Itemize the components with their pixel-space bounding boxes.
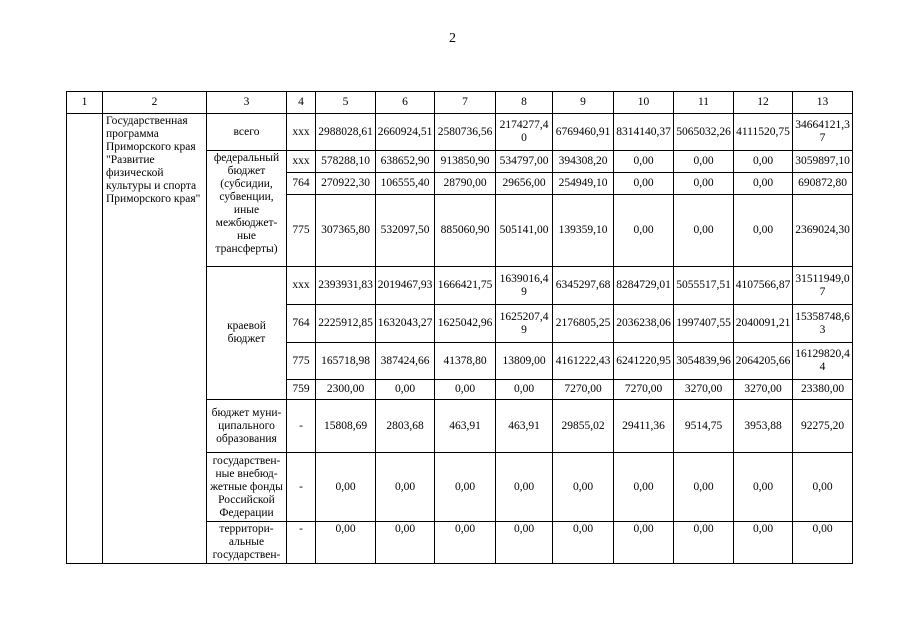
code-cell: xxx <box>287 114 316 151</box>
table-row <box>67 114 853 151</box>
value-cell: 3054839,96 <box>674 343 734 380</box>
value-cell: 23380,00 <box>793 380 853 400</box>
value-cell: 0,00 <box>435 453 496 522</box>
column-header: 3 <box>207 92 287 114</box>
value-cell: 0,00 <box>614 195 674 267</box>
value-cell: 0,00 <box>674 522 734 564</box>
value-cell: 885060,90 <box>435 195 496 267</box>
code-cell: 764 <box>287 173 316 195</box>
value-cell: 0,00 <box>553 522 614 564</box>
code-cell: xxx <box>287 151 316 173</box>
value-cell: 6345297,68 <box>553 267 614 305</box>
value-cell: 0,00 <box>316 522 376 564</box>
value-cell: 578288,10 <box>316 151 376 173</box>
value-cell: 254949,10 <box>553 173 614 195</box>
value-cell: 2176805,25 <box>553 305 614 343</box>
table-row <box>67 92 853 114</box>
value-cell: 0,00 <box>674 453 734 522</box>
value-cell: 690872,80 <box>793 173 853 195</box>
value-cell: 0,00 <box>674 173 734 195</box>
code-cell: 775 <box>287 343 316 380</box>
value-cell: 2660924,51 <box>376 114 435 151</box>
code-cell: - <box>287 453 316 522</box>
value-cell: 0,00 <box>614 522 674 564</box>
page-number: 2 <box>449 31 456 46</box>
value-cell: 28790,00 <box>435 173 496 195</box>
value-cell: 2225912,85 <box>316 305 376 343</box>
value-cell: 0,00 <box>614 173 674 195</box>
code-cell: 764 <box>287 305 316 343</box>
value-cell: 2019467,93 <box>376 267 435 305</box>
value-cell: 0,00 <box>435 380 496 400</box>
value-cell: 15808,69 <box>316 400 376 453</box>
value-cell: 41378,80 <box>435 343 496 380</box>
value-cell: 387424,66 <box>376 343 435 380</box>
code-cell: 775 <box>287 195 316 267</box>
value-cell: 2580736,56 <box>435 114 496 151</box>
value-cell: 2369024,30 <box>793 195 853 267</box>
value-cell: 270922,30 <box>316 173 376 195</box>
value-cell: 9514,75 <box>674 400 734 453</box>
value-cell: 1625207,49 <box>496 305 553 343</box>
value-cell: 4107566,87 <box>734 267 793 305</box>
code-cell: - <box>287 400 316 453</box>
value-cell: 0,00 <box>734 195 793 267</box>
value-cell: 92275,20 <box>793 400 853 453</box>
value-cell: 0,00 <box>614 453 674 522</box>
value-cell: 2036238,06 <box>614 305 674 343</box>
value-cell: 2174277,40 <box>496 114 553 151</box>
code-cell: - <box>287 522 316 564</box>
value-cell: 1666421,75 <box>435 267 496 305</box>
value-cell: 15358748,63 <box>793 305 853 343</box>
value-cell: 1625042,96 <box>435 305 496 343</box>
category-label: всего <box>207 114 287 151</box>
value-cell: 0,00 <box>376 453 435 522</box>
value-cell: 139359,10 <box>553 195 614 267</box>
value-cell: 0,00 <box>793 453 853 522</box>
program-name-cell: Государственная программа Приморского края "Развитие физической культуры и спорта Приморского края" <box>103 114 207 564</box>
category-label: краевой бюджет <box>207 267 287 400</box>
value-cell: 463,91 <box>435 400 496 453</box>
column-header: 1 <box>67 92 103 114</box>
value-cell: 29411,36 <box>614 400 674 453</box>
value-cell: 106555,40 <box>376 173 435 195</box>
value-cell: 1997407,55 <box>674 305 734 343</box>
value-cell: 0,00 <box>734 453 793 522</box>
value-cell: 0,00 <box>614 151 674 173</box>
category-label: государствен-ные внебюд-жетные фонды Российской Федерации <box>207 453 287 522</box>
value-cell: 0,00 <box>316 453 376 522</box>
value-cell: 16129820,44 <box>793 343 853 380</box>
value-cell: 3270,00 <box>734 380 793 400</box>
column-header: 2 <box>103 92 207 114</box>
budget-table <box>66 91 853 564</box>
value-cell: 165718,98 <box>316 343 376 380</box>
value-cell: 5065032,26 <box>674 114 734 151</box>
column-header: 4 <box>287 92 316 114</box>
category-label: территори-альные государствен- <box>207 522 287 564</box>
row-number-cell <box>67 114 103 564</box>
value-cell: 4161222,43 <box>553 343 614 380</box>
value-cell: 7270,00 <box>553 380 614 400</box>
column-header: 8 <box>496 92 553 114</box>
value-cell: 7270,00 <box>614 380 674 400</box>
value-cell: 0,00 <box>553 453 614 522</box>
value-cell: 13809,00 <box>496 343 553 380</box>
value-cell: 29855,02 <box>553 400 614 453</box>
value-cell: 3270,00 <box>674 380 734 400</box>
value-cell: 4111520,75 <box>734 114 793 151</box>
value-cell: 2803,68 <box>376 400 435 453</box>
value-cell: 0,00 <box>376 522 435 564</box>
value-cell: 394308,20 <box>553 151 614 173</box>
value-cell: 532097,50 <box>376 195 435 267</box>
category-label: бюджет муни-ципального образования <box>207 400 287 453</box>
value-cell: 0,00 <box>734 151 793 173</box>
column-header: 12 <box>734 92 793 114</box>
column-header: 13 <box>793 92 853 114</box>
code-cell: 759 <box>287 380 316 400</box>
value-cell: 8314140,37 <box>614 114 674 151</box>
value-cell: 0,00 <box>734 173 793 195</box>
value-cell: 0,00 <box>435 522 496 564</box>
value-cell: 505141,00 <box>496 195 553 267</box>
value-cell: 534797,00 <box>496 151 553 173</box>
value-cell: 2393931,83 <box>316 267 376 305</box>
value-cell: 0,00 <box>376 380 435 400</box>
value-cell: 1632043,27 <box>376 305 435 343</box>
column-header: 11 <box>674 92 734 114</box>
value-cell: 0,00 <box>496 380 553 400</box>
column-header: 5 <box>316 92 376 114</box>
column-header: 9 <box>553 92 614 114</box>
value-cell: 2300,00 <box>316 380 376 400</box>
category-label: федеральный бюджет (субсидии, субвенции, иные межбюджет-ные трансферты) <box>207 151 287 267</box>
value-cell: 463,91 <box>496 400 553 453</box>
value-cell: 34664121,37 <box>793 114 853 151</box>
column-header: 6 <box>376 92 435 114</box>
value-cell: 5055517,51 <box>674 267 734 305</box>
value-cell: 29656,00 <box>496 173 553 195</box>
column-header: 7 <box>435 92 496 114</box>
value-cell: 2064205,66 <box>734 343 793 380</box>
value-cell: 6241220,95 <box>614 343 674 380</box>
table-body <box>67 92 853 564</box>
value-cell: 638652,90 <box>376 151 435 173</box>
value-cell: 3059897,10 <box>793 151 853 173</box>
value-cell: 8284729,01 <box>614 267 674 305</box>
value-cell: 307365,80 <box>316 195 376 267</box>
value-cell: 0,00 <box>734 522 793 564</box>
value-cell: 2040091,21 <box>734 305 793 343</box>
value-cell: 0,00 <box>496 522 553 564</box>
value-cell: 6769460,91 <box>553 114 614 151</box>
value-cell: 0,00 <box>674 195 734 267</box>
value-cell: 0,00 <box>674 151 734 173</box>
value-cell: 913850,90 <box>435 151 496 173</box>
column-header: 10 <box>614 92 674 114</box>
value-cell: 1639016,49 <box>496 267 553 305</box>
value-cell: 3953,88 <box>734 400 793 453</box>
value-cell: 0,00 <box>793 522 853 564</box>
value-cell: 31511949,07 <box>793 267 853 305</box>
value-cell: 2988028,61 <box>316 114 376 151</box>
code-cell: xxx <box>287 267 316 305</box>
value-cell: 0,00 <box>496 453 553 522</box>
